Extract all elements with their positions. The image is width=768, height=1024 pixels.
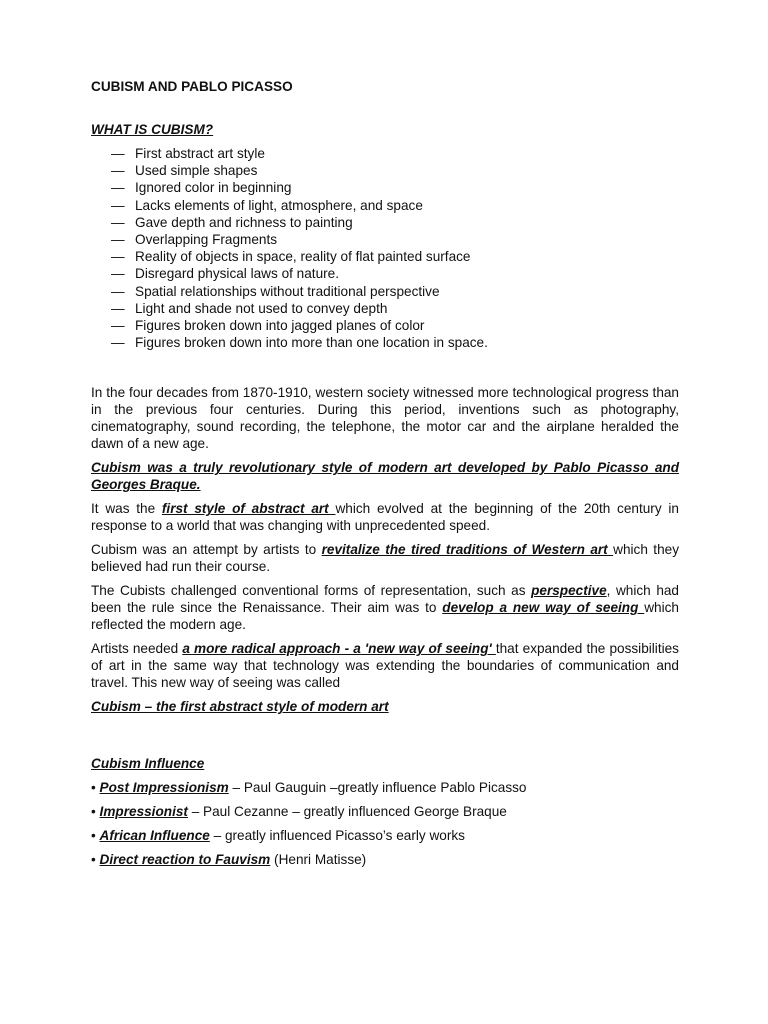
list-item: — Figures broken down into jagged planes of color — [111, 317, 425, 333]
influence-item: • Post Impressionism – Paul Gauguin –greatly influence Pablo Picasso — [91, 780, 527, 796]
list-item: — Spatial relationships without traditional perspective — [111, 283, 440, 299]
spacer — [91, 722, 679, 755]
dash-bullet: — — [111, 214, 125, 230]
list-item: — Light and shade not used to convey depth — [111, 300, 388, 316]
dash-bullet: — — [111, 231, 125, 247]
bullet: • — [91, 852, 100, 868]
list-item: — Gave depth and richness to painting — [111, 214, 353, 230]
dash-bullet: — — [111, 146, 125, 161]
dash-bullet: — — [111, 335, 125, 351]
influence-item: • Direct reaction to Fauvism (Henri Matisse) — [91, 852, 367, 868]
list-item: — Ignored color in beginning — [111, 180, 292, 196]
paragraph-first-abstract: It was the first style of abstract art which evolved at the beginning of the 20th century in response to a world that was changing with unprecedented speed. — [91, 501, 679, 534]
paragraph-revitalize: Cubism was an attempt by artists to revitalize the tired traditions of Western art which they believed had run their course. — [91, 542, 679, 575]
dash-bullet: — — [111, 163, 125, 179]
dash-bullet: — — [111, 283, 125, 299]
spacer — [91, 351, 679, 384]
list-item: — Figures broken down into more than one location in space. — [111, 335, 488, 351]
bullet: • — [91, 780, 100, 796]
paragraph-history: In the four decades from 1870-1910, western society witnessed more technological progress than in the previous four centuries. During this period, inventions such as photography, cinematography, sound recording, the telephone, the motor car and the airplane heralded the dawn of a new age. — [91, 385, 679, 452]
emphasis-new-way: develop a new way of seeing — [442, 600, 645, 616]
influence-item: • African Influence – greatly influenced Picasso’s early works — [91, 828, 465, 844]
paragraph-revolutionary-style: Cubism was a truly revolutionary style of modern art developed by Pablo Picasso and Georges Braque. — [91, 460, 679, 493]
influence-term: African Influence — [99, 828, 210, 844]
paragraph-radical-approach: Artists needed a more radical approach - a 'new way of seeing' that expanded the possibilities of art in the same way that technology was extending the boundaries of communication and travel. This new way of seeing was called — [91, 641, 679, 691]
list-item: — Disregard physical laws of nature. — [111, 266, 339, 282]
list-item: — Lacks elements of light, atmosphere, and space — [111, 197, 423, 213]
paragraph-perspective: The Cubists challenged conventional forms of representation, such as perspective, which had been the rule since the Renaissance. Their aim was to develop a new way of seeing which reflected the modern age. — [91, 583, 679, 633]
dash-bullet: — — [111, 266, 125, 282]
dash-bullet: — — [111, 317, 125, 333]
bullet: • — [91, 828, 100, 844]
dash-bullet: — — [111, 249, 125, 265]
emphasis-radical-approach: a more radical approach - a 'new way of seeing' — [182, 641, 496, 657]
list-item: — Reality of objects in space, reality of flat painted surface — [111, 249, 471, 265]
dash-bullet: — — [111, 300, 125, 316]
dash-bullet: — — [111, 197, 125, 213]
list-item: — Overlapping Fragments — [111, 231, 278, 247]
list-item: — First abstract art style — [111, 146, 265, 161]
document-page — [91, 78, 679, 875]
emphasis-perspective: perspective — [531, 583, 607, 599]
emphasis-first-style: first style of abstract art — [161, 501, 336, 517]
cubism-characteristics-list — [91, 145, 679, 351]
emphasis-revitalize: revitalize the tired traditions of Western art — [321, 542, 614, 558]
dash-bullet: — — [111, 180, 125, 196]
influence-item: • Impressionist – Paul Cezanne – greatly influenced George Braque — [91, 804, 507, 820]
influence-term: Direct reaction to Fauvism — [99, 852, 271, 868]
document-title: CUBISM AND PABLO PICASSO — [91, 79, 293, 94]
influence-term: Post Impressionism — [99, 780, 229, 796]
influence-term: Impressionist — [99, 804, 188, 820]
section-heading-cubism-influence: Cubism Influence — [91, 756, 205, 772]
bullet: • — [91, 804, 100, 820]
section-heading-what-is-cubism: WHAT IS CUBISM? — [91, 122, 214, 137]
list-item: — Used simple shapes — [111, 163, 258, 179]
paragraph-cubism-definition: Cubism – the first abstract style of modern art — [91, 699, 389, 715]
